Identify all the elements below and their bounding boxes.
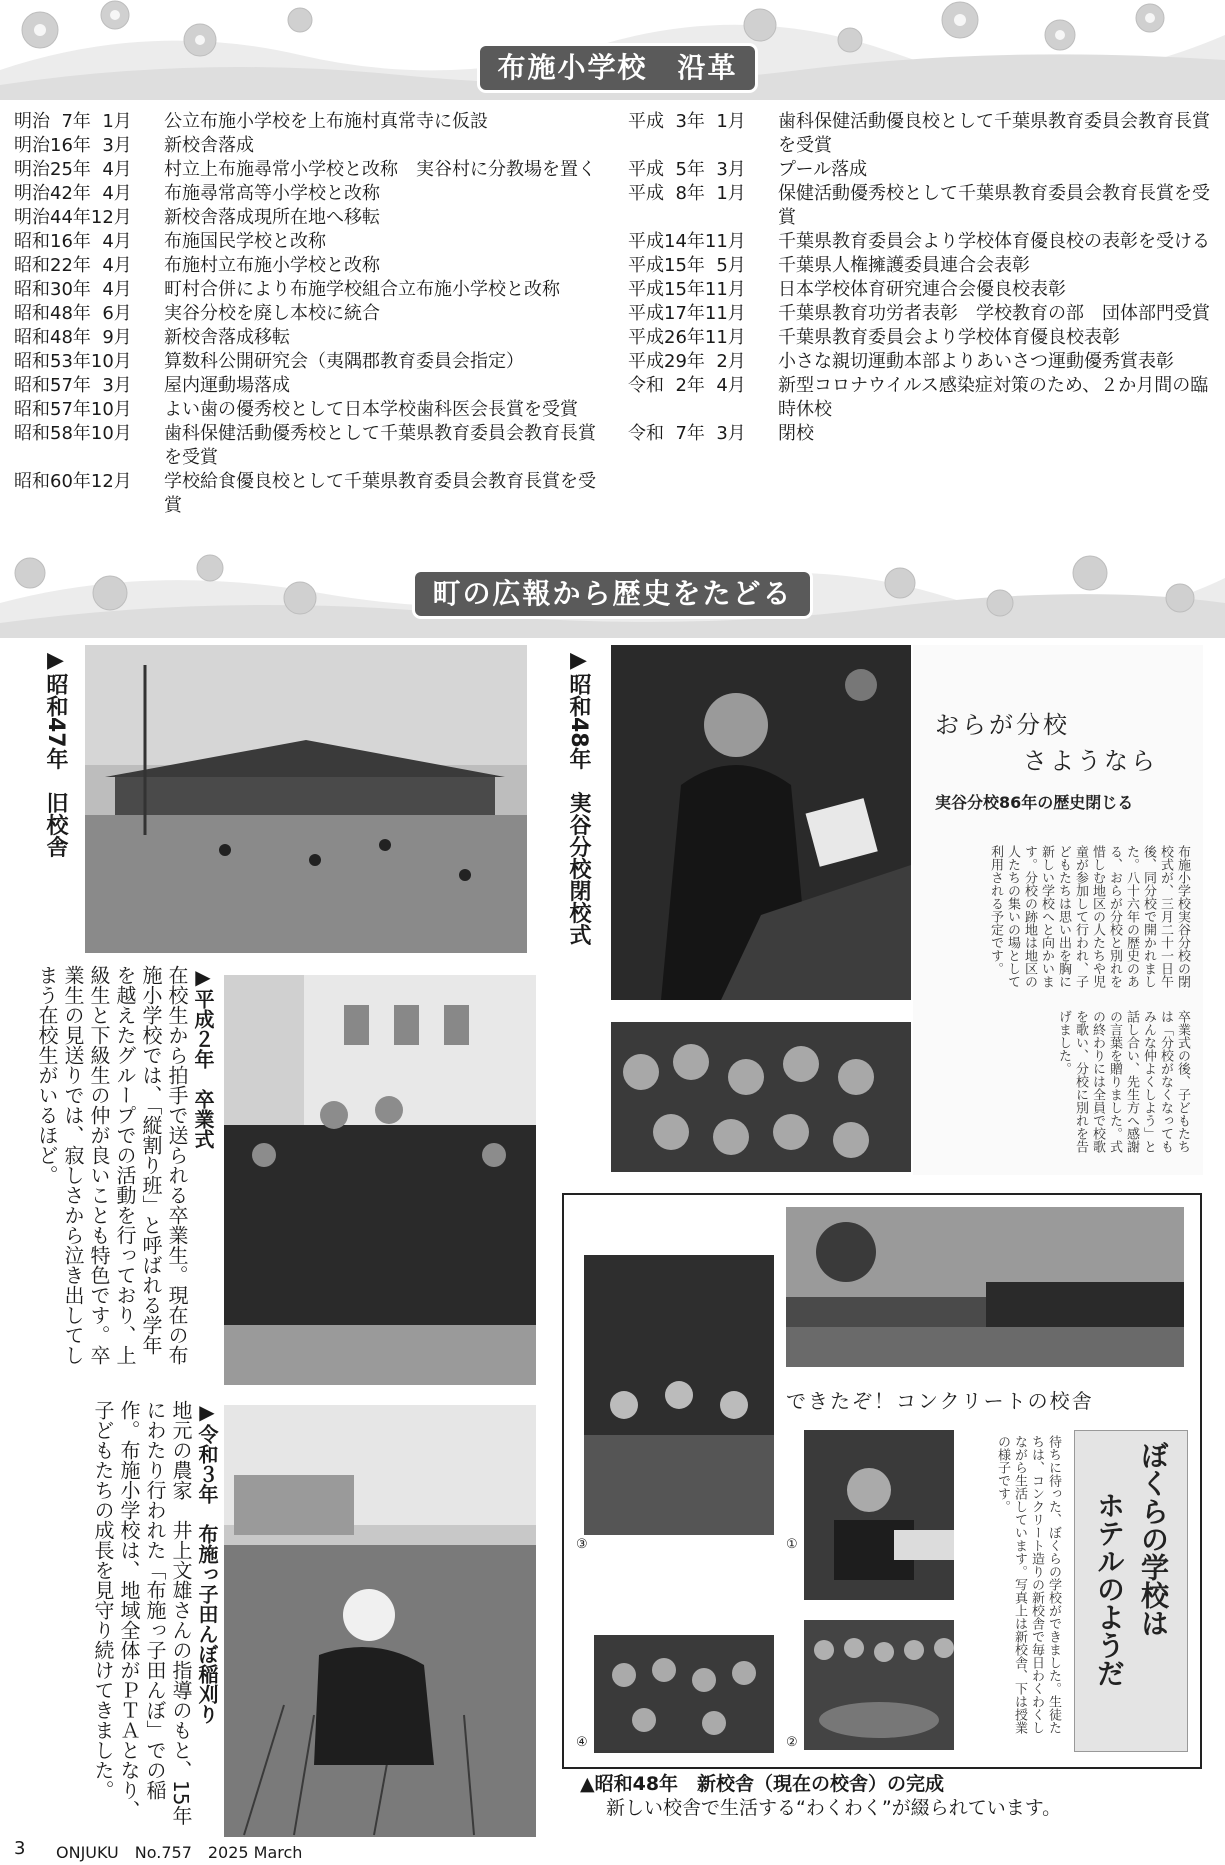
- clipping1-body-lower: 卒業式の後、子どもたちは「分校がなくなってもみんな仲よくしよう」と話し合い、先生方へ感謝の言葉を贈りました。式の終わりには全員で校歌を歌い、分校に別れを告げました。: [1056, 1010, 1190, 1153]
- caption-showa48-new-school-heading: ▲昭和48年 新校舎（現在の校舎）の完成: [580, 1773, 945, 1795]
- timeline-entry: [14, 110, 612, 134]
- timeline-date: 平成29年 2月: [628, 351, 746, 372]
- clipping2-photo-3: [584, 1545, 774, 1625]
- timeline-entry: [14, 206, 612, 230]
- clipping-new-school-article: [562, 1193, 1202, 1769]
- footer-page-number: 3: [14, 1838, 26, 1859]
- timeline-entry: [628, 254, 1216, 278]
- caption-reiwa3-body: 地元の農家 井上文雄さんの指導のもと、15年にわたり行われた「布施っ子田んぼ」での稲作。布施小学校は、地域全体がＰＴＡとなり、子どもたちの成長を見守り続けてきました。: [91, 1400, 193, 1826]
- timeline-date: 明治25年 4月: [14, 159, 132, 180]
- footer-magazine-issue: ONJUKU No.757 2025 March: [56, 1843, 303, 1862]
- timeline-event: 閉校: [778, 423, 814, 444]
- clipping2-label-1: ①: [786, 1537, 798, 1552]
- timeline-entry: [14, 254, 612, 278]
- timeline-entry: [628, 422, 1216, 446]
- timeline-entry: [14, 230, 612, 254]
- timeline-date: 明治42年 4月: [14, 183, 132, 204]
- timeline-entry: [628, 158, 1216, 182]
- caption-heisei2-heading: ▶平成２年 卒業式: [191, 965, 215, 1149]
- clipping1-title-line1: おらが分校: [935, 711, 1070, 739]
- timeline-event: よい歯の優秀校として日本学校歯科医会長賞を受賞: [164, 399, 578, 420]
- timeline-event: 小さな親切運動本部よりあいさつ運動優秀賞表彰: [778, 351, 1174, 372]
- clipping2-photo-1: [804, 1430, 954, 1600]
- photo-reiwa3-rice-harvest: [224, 1405, 536, 1837]
- clipping2-label-3: ③: [576, 1537, 588, 1552]
- clipping2-photo-2: [804, 1620, 954, 1750]
- caption-reiwa3-heading: ▶令和３年 布施っ子田んぼ稲刈り: [195, 1400, 219, 1724]
- timeline-date: 昭和60年12月: [14, 471, 132, 492]
- clipping2-headline-box: [1074, 1430, 1188, 1752]
- clipping2-label-4: ④: [576, 1735, 588, 1750]
- timeline-date: 昭和57年10月: [14, 399, 132, 420]
- timeline-date: 昭和16年 4月: [14, 231, 132, 252]
- timeline-date: 明治 7年 1月: [14, 111, 132, 132]
- photo-branch-school-closing-ceremony: [611, 645, 911, 1000]
- timeline-entry: [628, 326, 1216, 350]
- timeline-event: 屋内運動場落成: [164, 375, 290, 396]
- timeline-entry: [628, 302, 1216, 326]
- caption-showa47: ▶昭和47年 旧校舎: [43, 648, 68, 858]
- timeline-event: 町村合併により布施学校組合立布施小学校と改称: [164, 279, 560, 300]
- timeline-event: 布施村立布施小学校と改称: [164, 255, 380, 276]
- timeline-entry: [628, 374, 1216, 422]
- timeline-event: 新校舎落成現所在地へ移転: [164, 207, 380, 228]
- timeline-date: 平成15年 5月: [628, 255, 746, 276]
- timeline-date: 令和 2年 4月: [628, 375, 746, 396]
- timeline-event: プール落成: [778, 159, 868, 180]
- caption-showa48-new-school-body: 新しい校舎で生活する“わくわく”が綴られています。: [606, 1797, 1062, 1819]
- timeline-event: 保健活動優秀校として千葉県教育委員会教育長賞を受賞: [778, 183, 1210, 228]
- timeline-date: 昭和48年 9月: [14, 327, 132, 348]
- timeline-date: 平成14年11月: [628, 231, 746, 252]
- timeline-event: 公立布施小学校を上布施村真常寺に仮設: [164, 111, 488, 132]
- photo-old-school-building: [85, 645, 527, 953]
- clipping-branch-closing-article: [913, 645, 1203, 1175]
- timeline-date: 令和 7年 3月: [628, 423, 746, 444]
- timeline-entry: [628, 110, 1216, 158]
- timeline-date: 昭和53年10月: [14, 351, 132, 372]
- clipping2-body: 待ちに待った、ぼくらの学校ができました。生徒たちは、コンクリート造りの新校舎で毎日わくわくしながら生活しています。写真上は新校舎、下は授業の様子です。: [995, 1435, 1061, 1734]
- timeline-date: 平成 5年 3月: [628, 159, 746, 180]
- timeline-date: 昭和30年 4月: [14, 279, 132, 300]
- timeline-date: 明治16年 3月: [14, 135, 132, 156]
- caption-heisei2-graduation: [26, 965, 216, 1365]
- clipping2-photo-new-building: [786, 1207, 1184, 1367]
- clipping1-title-line2: さようなら: [1023, 747, 1158, 775]
- timeline-date: 平成26年11月: [628, 327, 746, 348]
- timeline-event: 千葉県教育委員会より学校体育優良校の表彰を受ける: [778, 231, 1210, 252]
- timeline-event: 新校舎落成: [164, 135, 254, 156]
- timeline-event: 歯科保健活動優秀校として千葉県教育委員会教育長賞を受賞: [164, 423, 596, 468]
- timeline-date: 平成 3年 1月: [628, 111, 746, 132]
- timeline-date: 平成 8年 1月: [628, 183, 746, 204]
- clipping2-headline-line2: ホテルのようだ: [1093, 1491, 1126, 1687]
- timeline-event: 村立上布施尋常小学校と改称 実谷村に分教場を置く: [164, 159, 596, 180]
- timeline-entry: [14, 470, 612, 518]
- history-section-title: 布施小学校 沿革: [480, 46, 755, 90]
- timeline-event: 学校給食優良校として千葉県教育委員会教育長賞を受賞: [164, 471, 596, 516]
- timeline-event: 実谷分校を廃し本校に統合: [164, 303, 380, 324]
- timeline-entry: [14, 302, 612, 326]
- clipping2-photo-4: [594, 1635, 774, 1753]
- timeline-left-column: [14, 110, 612, 518]
- timeline-event: 算数科公開研究会（夷隅郡教育委員会指定）: [164, 351, 524, 372]
- timeline-entry: [14, 422, 612, 470]
- clipping1-body: 布施小学校実谷分校の閉校式が、三月二十一日午後、同分校で開かれました。八十六年の歴史のある、おらが分校と別れを惜しむ地区の人たちや児童が参加して行われ、子どもたちは思い出を胸に新しい学校へと向かいます。分校の跡地は地区の人たちの集いの場として利用される予定です。: [988, 845, 1190, 988]
- timeline-event: 千葉県教育功労者表彰 学校教育の部 団体部門受賞: [778, 303, 1210, 324]
- timeline-right-column: [628, 110, 1216, 446]
- timeline-event: 千葉県教育委員会より学校体育優良校表彰: [778, 327, 1120, 348]
- timeline-event: 新型コロナウイルス感染症対策のため、２か月間の臨時休校: [778, 375, 1209, 420]
- timeline-date: 昭和22年 4月: [14, 255, 132, 276]
- caption-heisei2-body: 在校生から拍手で送られる卒業生。現在の布施小学校では、「縦割り班」と呼ばれる学年を越えたグループでの活動を行っており、上級生と下級生の仲が良いことも特色です。卒業生の見送りでは、寂しさから泣き出してしまう在校生がいるほど。: [35, 965, 189, 1365]
- timeline-entry: [14, 278, 612, 302]
- timeline-date: 昭和48年 6月: [14, 303, 132, 324]
- clipping2-photo-classroom: [584, 1255, 774, 1535]
- timeline-event: 新校舎落成移転: [164, 327, 290, 348]
- clipping2-title: できたぞ！コンクリートの校舎: [786, 1389, 1094, 1413]
- timeline-entry: [14, 134, 612, 158]
- photo-heisei2-graduation: [224, 975, 536, 1385]
- timeline-date: 昭和57年 3月: [14, 375, 132, 396]
- timeline-event: 布施尋常高等小学校と改称: [164, 183, 380, 204]
- timeline-event: 布施国民学校と改称: [164, 231, 326, 252]
- timeline-entry: [628, 230, 1216, 254]
- photo-branch-school-students: [611, 1022, 911, 1172]
- timeline-entry: [14, 350, 612, 374]
- timeline-event: 千葉県人権擁護委員連合会表彰: [778, 255, 1030, 276]
- caption-showa48-new-school: [580, 1772, 1210, 1820]
- timeline-date: 昭和58年10月: [14, 423, 132, 444]
- clipping2-headline-line1: ぼくらの学校は: [1137, 1441, 1170, 1637]
- timeline-entry: [14, 398, 612, 422]
- timeline-entry: [628, 350, 1216, 374]
- timeline-event: 歯科保健活動優良校として千葉県教育委員会教育長賞を受賞: [778, 111, 1210, 156]
- timeline-date: 明治44年12月: [14, 207, 132, 228]
- timeline-entry: [14, 182, 612, 206]
- timeline-entry: [628, 278, 1216, 302]
- timeline-date: 平成15年11月: [628, 279, 746, 300]
- timeline-entry: [14, 158, 612, 182]
- timeline-entry: [14, 374, 612, 398]
- timeline-event: 日本学校体育研究連合会優良校表彰: [778, 279, 1066, 300]
- clipping1-subtitle: 実谷分校86年の歴史閉じる: [935, 793, 1134, 812]
- caption-showa48-closing: ▶昭和48年 実谷分校閉校式: [566, 648, 591, 946]
- caption-reiwa3-rice-harvest: [40, 1400, 220, 1830]
- timeline-date: 平成17年11月: [628, 303, 746, 324]
- timeline-entry: [628, 182, 1216, 230]
- clipping2-label-2: ②: [786, 1735, 798, 1750]
- timeline-entry: [14, 326, 612, 350]
- local-history-section-title: 町の広報から歴史をたどる: [415, 572, 810, 616]
